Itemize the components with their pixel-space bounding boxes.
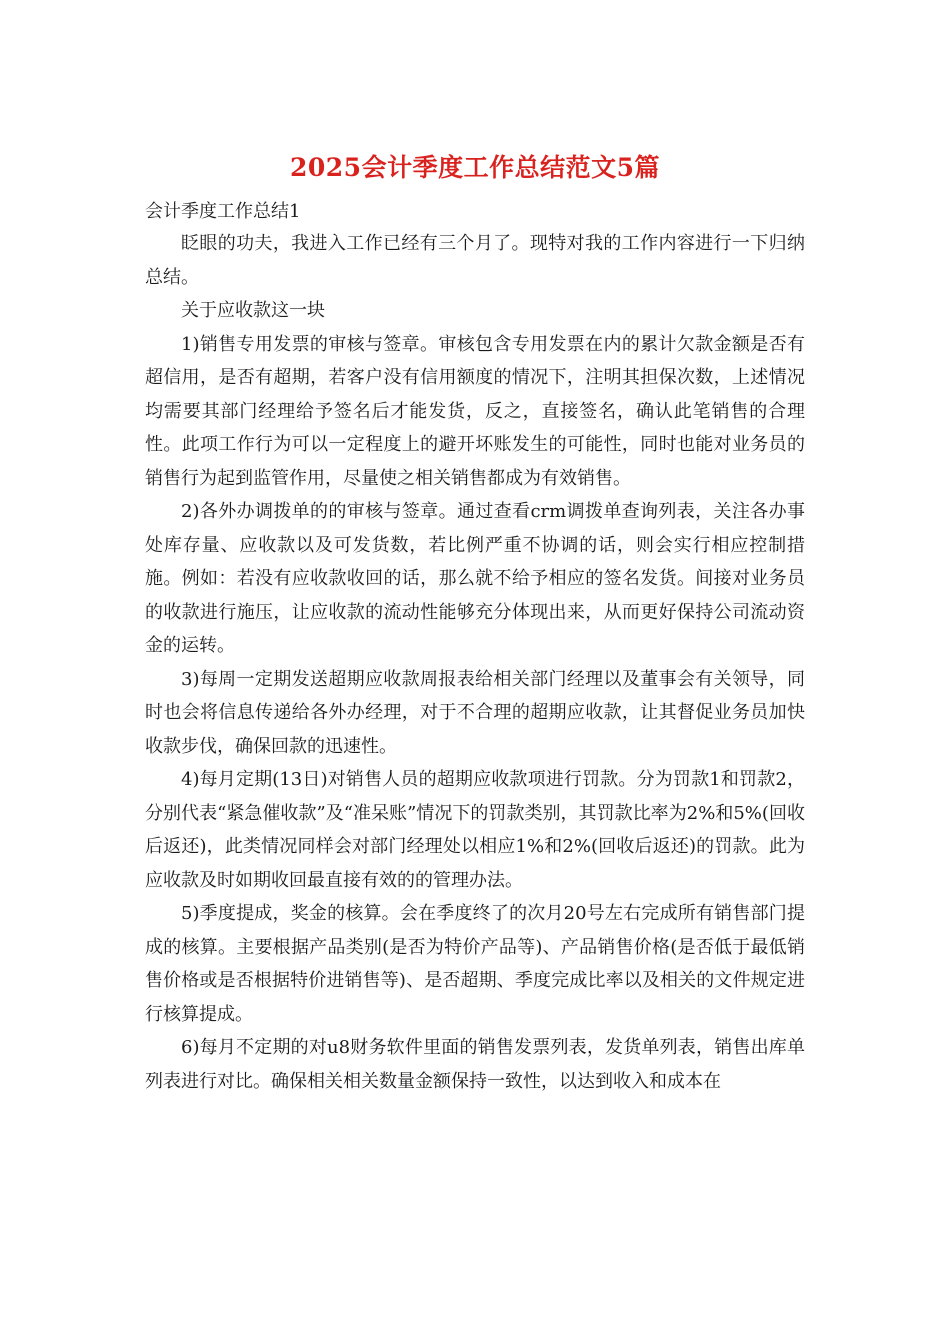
paragraph-item-6: 6)每月不定期的对u8财务软件里面的销售发票列表，发货单列表，销售出库单列表进行对比。确保相关相关数量金额保持一致性，以达到收入和成本在	[145, 1037, 805, 1092]
document-page	[145, 150, 805, 1098]
paragraph-receivables-heading: 关于应收款这一块	[181, 300, 325, 321]
paragraph-item-4: 4)每月定期(13日)对销售人员的超期应收款项进行罚款。分为罚款1和罚款2，分别代表“紧急催收款”及“准呆账”情况下的罚款类别，其罚款比率为2%和5%(回收后返还)，此类情况同样会对部门经理处以相应1%和2%(回收后返还)的罚款。此为应收款及时如期收回最直接有效的的管理办法。	[145, 769, 805, 891]
document-title: 2025会计季度工作总结范文5篇	[290, 153, 660, 182]
paragraph-intro: 眨眼的功夫，我进入工作已经有三个月了。现特对我的工作内容进行一下归纳总结。	[145, 233, 805, 288]
section-heading: 会计季度工作总结1	[145, 201, 301, 222]
paragraph-item-2: 2)各外办调拨单的的审核与签章。通过查看crm调拨单查询列表，关注各办事处库存量、应收款以及可发货数，若比例严重不协调的话，则会实行相应控制措施。例如：若没有应收款收回的话，那么就不给予相应的签名发货。间接对业务员的收款进行施压，让应收款的流动性能够充分体现出来，从而更好保持公司流动资金的运转。	[145, 501, 805, 656]
paragraph-item-1: 1)销售专用发票的审核与签章。审核包含专用发票在内的累计欠款金额是否有超信用，是否有超期，若客户没有信用额度的情况下，注明其担保次数，上述情况均需要其部门经理给予签名后才能发货，反之，直接签名，确认此笔销售的合理性。此项工作行为可以一定程度上的避开坏账发生的可能性，同时也能对业务员的销售行为起到监管作用，尽量使之相关销售都成为有效销售。	[145, 333, 805, 489]
paragraph-item-5: 5)季度提成，奖金的核算。会在季度终了的次月20号左右完成所有销售部门提成的核算。主要根据产品类别(是否为特价产品等)、产品销售价格(是否低于最低销售价格或是否根据特价进销售等)、是否超期、季度完成比率以及相关的文件规定进行核算提成。	[145, 903, 805, 1025]
paragraph-item-3: 3)每周一定期发送超期应收款周报表给相关部门经理以及董事会有关领导，同时也会将信息传递给各外办经理，对于不合理的超期应收款，让其督促业务员加快收款步伐，确保回款的迅速性。	[145, 668, 805, 757]
